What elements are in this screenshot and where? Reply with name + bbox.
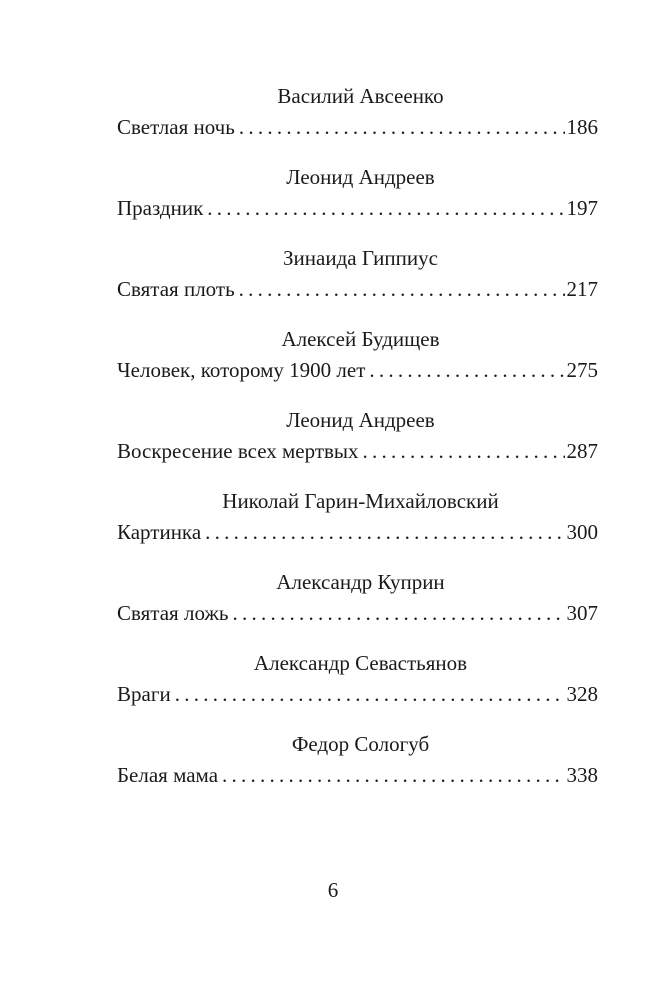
- toc-entry: [117, 728, 598, 809]
- toc-entry: [117, 485, 598, 566]
- dot-leader: [239, 274, 565, 304]
- author-name: Александр Севастьянов: [253, 651, 468, 675]
- page-ref: 287: [566, 439, 598, 463]
- author-name: Леонид Андреев: [286, 408, 435, 432]
- author-name: Василий Авсеенко: [277, 84, 444, 108]
- toc-entry: [117, 161, 598, 242]
- story-title: Враги: [117, 682, 171, 706]
- toc-line[interactable]: [117, 112, 598, 142]
- dot-leader: [205, 517, 564, 547]
- story-title: Святая плоть: [117, 277, 235, 301]
- author-name: Федор Сологуб: [291, 732, 430, 756]
- toc-line[interactable]: [117, 598, 598, 628]
- dot-leader: [369, 355, 564, 385]
- page-ref: 328: [566, 682, 598, 706]
- author-name: Николай Гарин-Михайловский: [222, 489, 499, 513]
- author-name: Алексей Будищев: [281, 327, 440, 351]
- toc-line[interactable]: [117, 436, 598, 466]
- toc-line[interactable]: [117, 274, 598, 304]
- author-name: Александр Куприн: [276, 570, 445, 594]
- story-title: Воскресение всех мертвых: [117, 439, 359, 463]
- toc-line[interactable]: [117, 679, 598, 709]
- toc-entry: [117, 566, 598, 647]
- story-title: Картинка: [117, 520, 202, 544]
- toc-line[interactable]: [117, 355, 598, 385]
- page-number: 6: [327, 878, 339, 902]
- page-ref: 186: [566, 115, 598, 139]
- dot-leader: [239, 112, 565, 142]
- author-name: Леонид Андреев: [286, 165, 435, 189]
- story-title: Святая ложь: [117, 601, 229, 625]
- dot-leader: [233, 598, 565, 628]
- page-ref: 307: [566, 601, 598, 625]
- toc-entry: [117, 80, 598, 161]
- page-ref: 275: [566, 358, 598, 382]
- page-ref: 217: [566, 277, 598, 301]
- toc-line[interactable]: [117, 517, 598, 547]
- page-ref: 197: [566, 196, 598, 220]
- story-title: Белая мама: [117, 763, 219, 787]
- toc-line[interactable]: [117, 760, 598, 790]
- page-ref: 300: [566, 520, 598, 544]
- toc-entry: [117, 323, 598, 404]
- table-of-contents: [117, 80, 598, 809]
- page-ref: 338: [566, 763, 598, 787]
- dot-leader: [363, 436, 565, 466]
- author-name: Зинаида Гиппиус: [283, 246, 438, 270]
- story-title: Светлая ночь: [117, 115, 235, 139]
- story-title: Праздник: [117, 196, 204, 220]
- toc-line[interactable]: [117, 193, 598, 223]
- toc-entry: [117, 647, 598, 728]
- toc-entry: [117, 404, 598, 485]
- dot-leader: [207, 193, 564, 223]
- toc-entry: [117, 242, 598, 323]
- story-title: Человек, которому 1900 лет: [117, 358, 366, 382]
- dot-leader: [222, 760, 564, 790]
- dot-leader: [175, 679, 565, 709]
